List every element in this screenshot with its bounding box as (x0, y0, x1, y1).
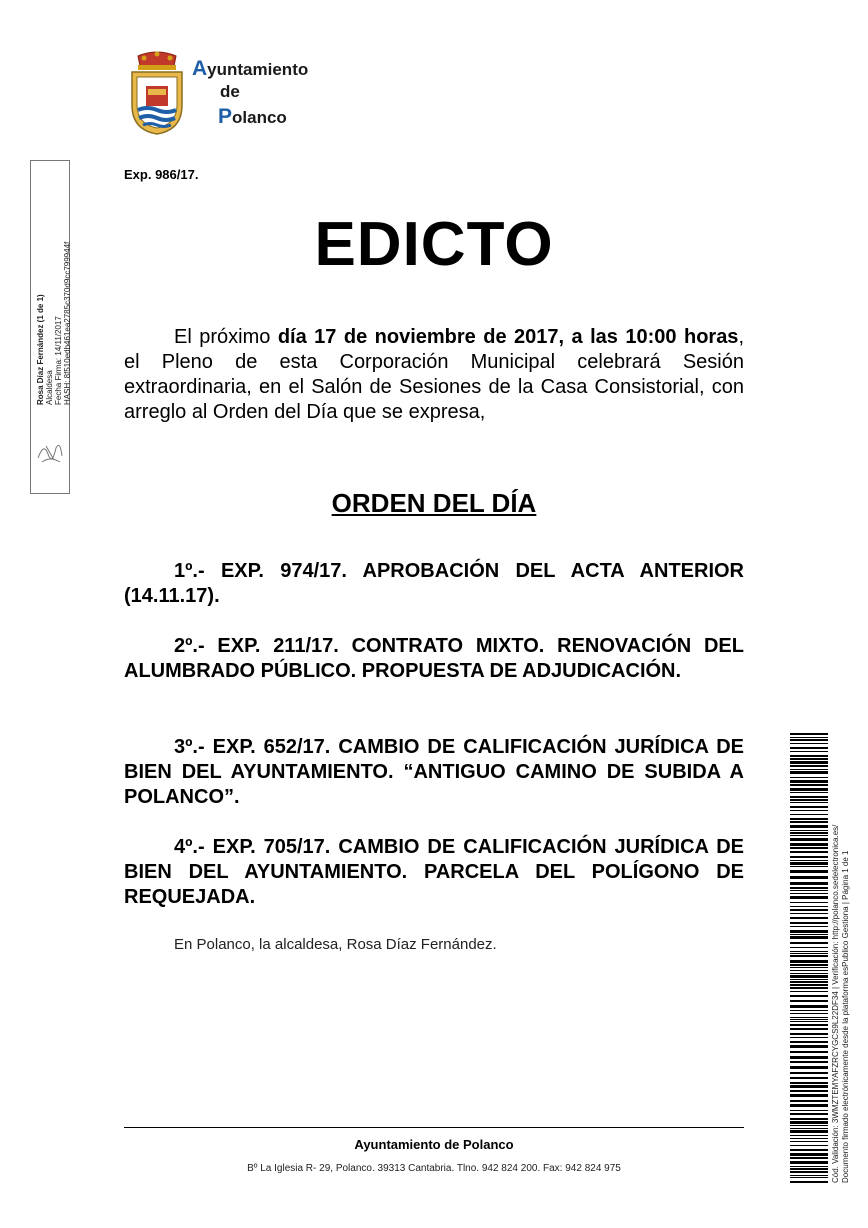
barcode-bar (790, 955, 828, 957)
agenda-item-2: 2º.- EXP. 211/17. CONTRATO MIXTO. RENOVACIÓN DEL ALUMBRADO PÚBLICO. PROPUESTA DE ADJUDICACIÓN. (124, 635, 744, 682)
barcode-bar (790, 890, 828, 891)
barcode-bar (790, 1125, 828, 1126)
verification-barcode (790, 733, 828, 1183)
barcode-bar (790, 1128, 828, 1129)
barcode-bar (790, 1033, 828, 1035)
barcode-bar (790, 788, 828, 791)
agenda-item-3: 3º.- EXP. 652/17. CAMBIO DE CALIFICACIÓN JURÍDICA DE BIEN DEL AYUNTAMIENTO. “ANTIGUO CAMINO DE SUBIDA A POLANCO”. (124, 736, 744, 808)
barcode-bar (790, 960, 828, 963)
footer-address: Bº La Iglesia R- 29, Polanco. 39313 Cantabria. Tlno. 942 824 200. Fax: 942 824 975 (247, 1163, 621, 1174)
barcode-bar (790, 926, 828, 927)
barcode-bar (790, 751, 828, 752)
barcode-bar (790, 780, 828, 783)
barcode-bar (790, 1045, 828, 1048)
logo-line-1: Ayuntamiento (192, 57, 309, 80)
signature-date: Fecha Firma: 14/11/2017 (54, 316, 63, 405)
barcode-bar (790, 1130, 828, 1133)
barcode-bar (790, 1061, 828, 1063)
barcode-bar (790, 975, 828, 978)
barcode-bar (790, 832, 828, 834)
barcode-bar (790, 862, 828, 865)
municipal-logo (126, 50, 326, 136)
signature-scribble-icon (34, 436, 68, 466)
barcode-bar (790, 1013, 828, 1014)
barcode-bar (790, 747, 828, 749)
barcode-bar (790, 765, 828, 767)
barcode-bar (790, 882, 828, 885)
barcode-bar (790, 755, 828, 757)
barcode-bar (790, 1090, 828, 1092)
barcode-bar (790, 777, 828, 778)
meeting-date: día 17 de noviembre de 2017, a las 10:00 horas (277, 326, 739, 348)
coat-of-arms-icon (126, 50, 188, 136)
barcode-bar (790, 739, 828, 741)
barcode-bar (790, 851, 828, 853)
logo-line-3: Polanco (218, 105, 287, 128)
barcode-bar (790, 984, 828, 986)
barcode-bar (790, 835, 828, 836)
barcode-bar (790, 917, 828, 919)
barcode-bar (790, 1153, 828, 1156)
barcode-bar (790, 1145, 828, 1146)
barcode-bar (790, 1166, 828, 1167)
barcode-bar (790, 1005, 828, 1008)
barcode-bar (790, 771, 828, 774)
barcode-bar (790, 1000, 828, 1002)
barcode-bar (790, 981, 828, 983)
barcode-bar (790, 1171, 828, 1173)
barcode-bar (790, 796, 828, 798)
barcode-bar (790, 843, 828, 846)
barcode-bar (790, 1056, 828, 1059)
barcode-bar (790, 934, 828, 935)
verification-code: Cód. Validación: 3WMZTEMYAFZRCYGCS9L22DF34 | Verificación: http://polanco.sedelectronica.es/ (831, 824, 840, 1183)
barcode-bar (790, 913, 828, 914)
barcode-bar (790, 973, 828, 974)
barcode-bar (790, 970, 828, 971)
signature-text (36, 242, 72, 405)
barcode-bar (790, 909, 828, 911)
barcode-bar (790, 821, 828, 823)
barcode-bar (790, 1041, 828, 1043)
barcode-bar (790, 1113, 828, 1115)
barcode-bar (790, 1135, 828, 1136)
barcode-bar (790, 856, 828, 858)
barcode-bar (790, 733, 828, 735)
barcode-bar (790, 806, 828, 808)
barcode-bar (790, 1019, 828, 1020)
barcode-bar (790, 1118, 828, 1120)
barcode-bar (790, 991, 828, 992)
verification-text (831, 825, 851, 1183)
barcode-bar (790, 893, 828, 894)
page-title: EDICTO (314, 210, 554, 279)
signature-hash: HASH: 8f510edb461ea2785c370d9cc799944f (63, 241, 72, 405)
verification-note: Documento firmado electrónicamente desde la plataforma esPublico Gestiona | Página 1 de 1 (841, 850, 850, 1183)
barcode-bar (790, 1051, 828, 1053)
barcode-bar (790, 1082, 828, 1084)
agenda-item-4: 4º.- EXP. 705/17. CAMBIO DE CALIFICACIÓN JURÍDICA DE BIEN DEL AYUNTAMIENTO. PARCELA DEL POLÍGONO DE REQUEJADA. (124, 836, 744, 908)
barcode-bar (790, 1077, 828, 1079)
barcode-bar (790, 769, 828, 770)
barcode-bar (790, 1085, 828, 1088)
barcode-bar (790, 830, 828, 831)
barcode-bar (790, 876, 828, 879)
footer-divider (124, 1127, 744, 1128)
barcode-bar (790, 1017, 828, 1018)
barcode-bar (790, 979, 828, 980)
barcode-bar (790, 902, 828, 903)
agenda-item-1: 1º.- EXP. 974/17. APROBACIÓN DEL ACTA ANTERIOR (14.11.17). (124, 560, 744, 607)
barcode-bar (790, 818, 828, 820)
barcode-bar (790, 936, 828, 939)
barcode-bar (790, 953, 828, 954)
barcode-bar (790, 1141, 828, 1142)
barcode-bar (790, 737, 828, 738)
barcode-bar (790, 1181, 828, 1183)
barcode-bar (790, 792, 828, 793)
barcode-bar (790, 896, 828, 899)
barcode-bar (790, 802, 828, 803)
agenda-title: ORDEN DEL DÍA (331, 488, 537, 518)
logo-line-2: de (220, 82, 240, 101)
barcode-bar (790, 942, 828, 944)
barcode-bar (790, 906, 828, 907)
barcode-bar (790, 1157, 828, 1159)
barcode-bar (790, 784, 828, 786)
barcode-bar (790, 987, 828, 989)
barcode-bar (790, 1161, 828, 1164)
barcode-bar (790, 1072, 828, 1074)
barcode-bar (790, 866, 828, 867)
barcode-bar (790, 1094, 828, 1097)
barcode-bar (790, 847, 828, 849)
barcode-bar (790, 870, 828, 873)
barcode-bar (790, 814, 828, 815)
barcode-bar (790, 860, 828, 861)
signer-role: Alcaldesa (45, 370, 54, 405)
barcode-bar (790, 922, 828, 924)
barcode-bar (790, 761, 828, 764)
footer-name: Ayuntamiento de Polanco (354, 1137, 514, 1152)
barcode-bar (790, 743, 828, 744)
barcode-bar (790, 964, 828, 966)
barcode-bar (790, 838, 828, 841)
barcode-bar (790, 947, 828, 948)
barcode-bar (790, 1110, 828, 1111)
barcode-bar (790, 1100, 828, 1102)
barcode-bar (790, 810, 828, 811)
barcode-bar (790, 1149, 828, 1151)
barcode-bar (790, 1104, 828, 1107)
barcode-bar (790, 887, 828, 889)
barcode-bar (790, 951, 828, 952)
barcode-bar (790, 758, 828, 760)
signer-name: Rosa Díaz Fernández (1 de 1) (36, 294, 45, 405)
barcode-bar (790, 1021, 828, 1022)
intro-paragraph: El próximo día 17 de noviembre de 2017, a las 10:00 horas, el Pleno de esta Corporación Municipal celebrará Sesión extraordinaria, en el Salón de Sesiones de la Casa Consistorial, con arreglo al Orden del Día que se expresa, (124, 326, 744, 423)
barcode-bar (790, 1010, 828, 1011)
barcode-bar (790, 1138, 828, 1139)
barcode-bar (790, 799, 828, 801)
barcode-bar (790, 1037, 828, 1038)
barcode-bar (790, 1177, 828, 1178)
barcode-bar (790, 1066, 828, 1069)
closing-line: En Polanco, la alcaldesa, Rosa Díaz Fernández. (174, 936, 497, 953)
barcode-bar (790, 1175, 828, 1176)
barcode-bar (790, 995, 828, 997)
barcode-bar (790, 1168, 828, 1170)
barcode-bar (790, 1028, 828, 1030)
barcode-bar (790, 967, 828, 968)
barcode-bar (790, 1024, 828, 1026)
barcode-bar (790, 825, 828, 828)
barcode-bar (790, 1121, 828, 1124)
expedient-number: Exp. 986/17. (124, 167, 199, 182)
barcode-bar (790, 930, 828, 933)
